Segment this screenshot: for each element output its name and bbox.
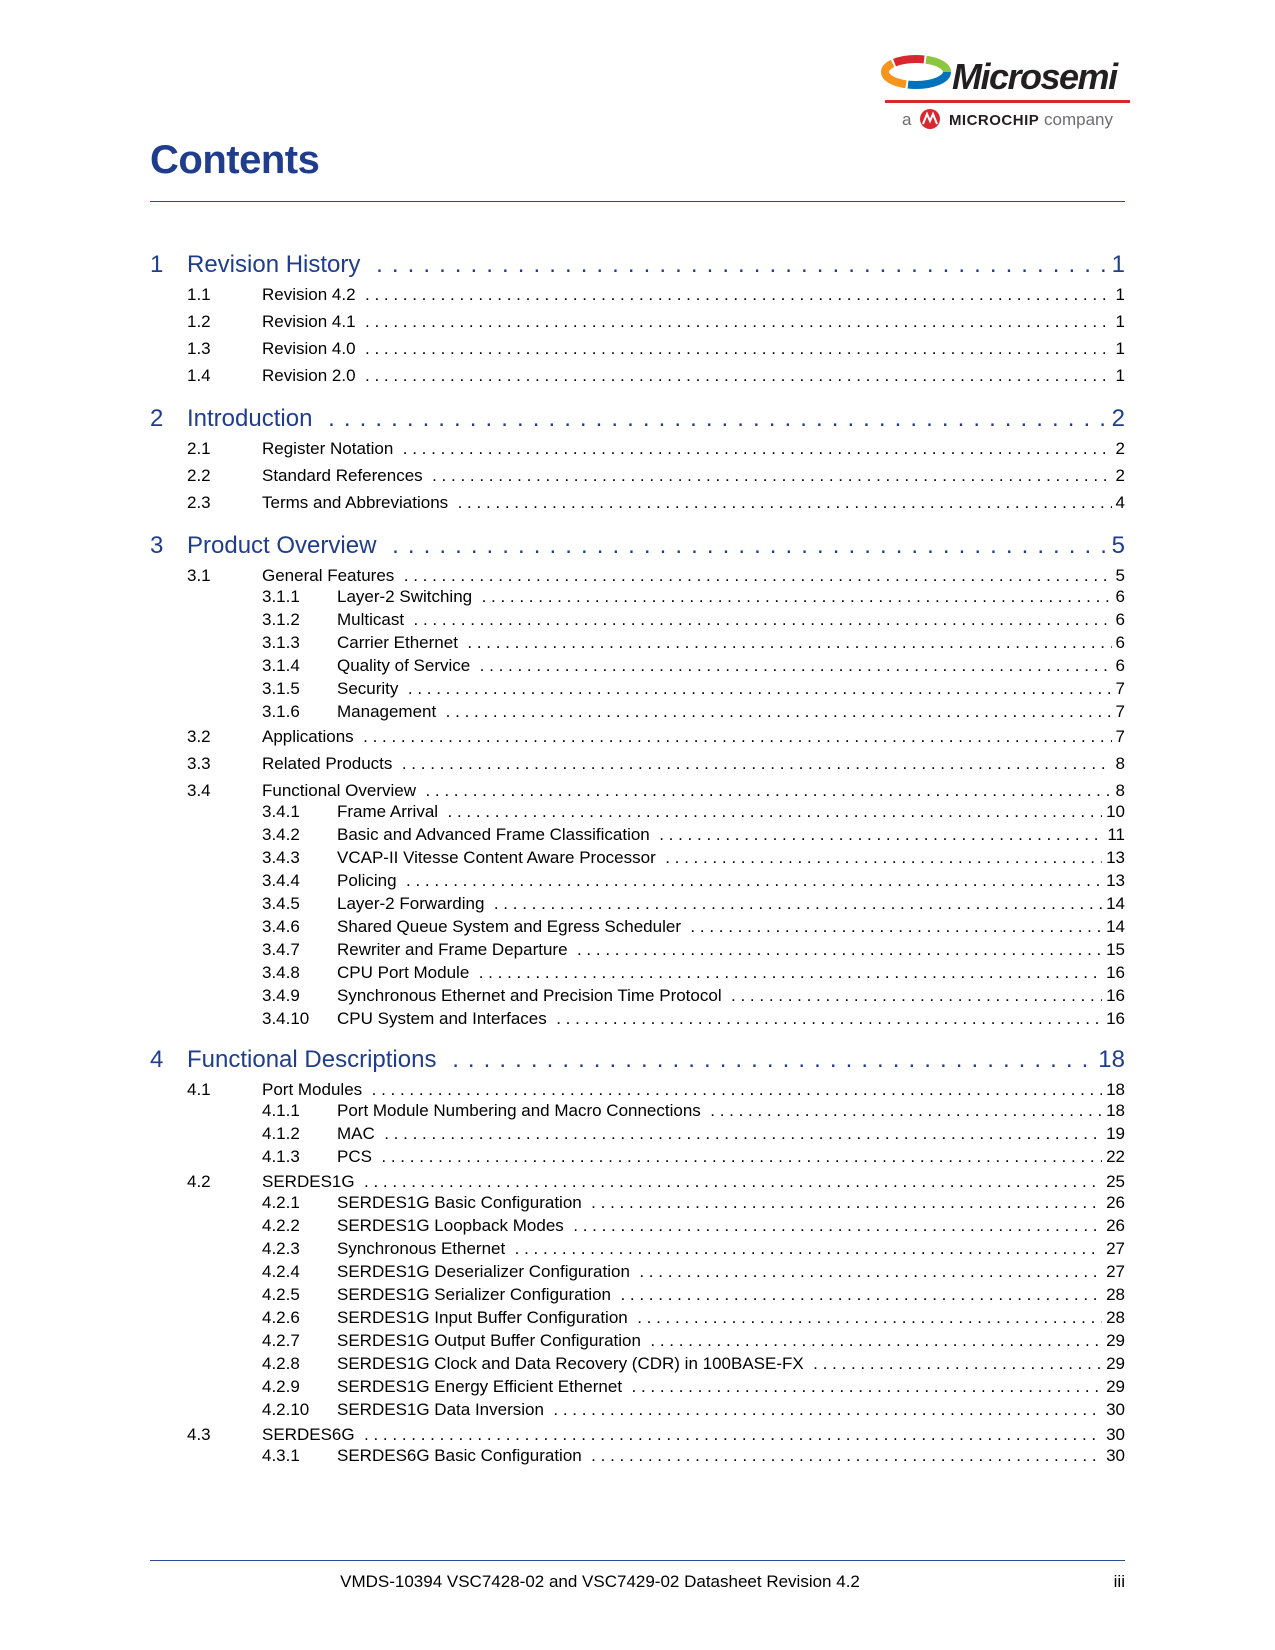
toc-section-link-number: 1.1: [187, 285, 211, 304]
toc-subsection-link-number: 3.1.5: [262, 679, 300, 698]
toc-subsection-link-number: 4.2.7: [262, 1331, 300, 1350]
toc-subsection-link-page: 22: [1102, 1147, 1125, 1167]
microsemi-swoosh-icon: [880, 50, 952, 96]
toc-subsection-link-title-text: Layer-2 Forwarding: [337, 894, 485, 913]
toc-section-link[interactable]: [150, 1169, 1125, 1192]
toc-section-link-title-text: General Features: [262, 566, 395, 585]
toc-subsection-link-title-text: Synchronous Ethernet and Precision Time Protocol: [337, 986, 722, 1005]
toc-subsection-link-title: [337, 587, 1125, 607]
toc-section-link-title-text: Register Notation: [262, 439, 394, 458]
toc-subsection-link-number: 4.1.1: [262, 1101, 300, 1120]
toc-chapter-link-number: 2: [150, 405, 164, 432]
toc-subsection-link-page: 29: [1102, 1354, 1125, 1374]
logo-tagline: [902, 109, 1113, 130]
company-logo: [880, 50, 1130, 140]
toc-subsection-link-title: [337, 1308, 1125, 1328]
toc-section-link-page: 1: [1112, 285, 1125, 305]
toc-subsection-link[interactable]: [150, 1330, 1125, 1353]
toc-section-link-page: 30: [1102, 1425, 1125, 1445]
footer-doc-title: VMDS-10394 VSC7428-02 and VSC7429-02 Datasheet Revision 4.2: [340, 1572, 860, 1591]
toc-subsection-link[interactable]: [150, 1215, 1125, 1238]
toc-subsection-link[interactable]: [150, 1123, 1125, 1146]
toc-section-link-title: [262, 312, 1125, 332]
toc-section-link[interactable]: [150, 490, 1125, 517]
toc-section-link-page: 1: [1112, 366, 1125, 386]
toc-section-link[interactable]: [150, 1422, 1125, 1445]
toc-chapter-link[interactable]: [150, 248, 1125, 282]
toc-section-link-title: [262, 366, 1125, 386]
toc-chapter-link-title: [187, 405, 1125, 433]
toc-subsection-link[interactable]: [150, 847, 1125, 870]
toc-subsection-link-number: 4.2.3: [262, 1239, 300, 1258]
toc-section-link[interactable]: [150, 724, 1125, 751]
toc-chapter-link-number: 4: [150, 1046, 164, 1073]
toc-section-link-number: 4.1: [187, 1080, 211, 1099]
toc-section-link-title-text: Revision 4.2: [262, 285, 356, 304]
toc-subsection-link-number: 4.1.2: [262, 1124, 300, 1143]
toc-subsection-link-title: [337, 1101, 1125, 1121]
toc-subsection-link-title: [337, 702, 1125, 722]
toc-subsection-link[interactable]: [150, 870, 1125, 893]
toc-section-link-title-text: Revision 4.0: [262, 339, 356, 358]
toc-subsection-link-title-text: SERDES1G Data Inversion: [337, 1400, 544, 1419]
toc-subsection-link[interactable]: [150, 893, 1125, 916]
toc-section-link[interactable]: [150, 463, 1125, 490]
toc-subsection-link-number: 4.2.2: [262, 1216, 300, 1235]
toc-subsection-link-page: 13: [1102, 848, 1125, 868]
toc-subsection-link-title: [337, 610, 1125, 630]
toc-subsection-link-title: [337, 1285, 1125, 1305]
page-title: Contents: [150, 138, 320, 182]
toc-subsection-link-title-text: Quality of Service: [337, 656, 471, 675]
toc-subsection-link-title-text: SERDES1G Basic Configuration: [337, 1193, 582, 1212]
toc-subsection-link-title-text: Management: [337, 702, 437, 721]
toc-subsection-link[interactable]: [150, 655, 1125, 678]
toc-subsection-link-page: 28: [1102, 1308, 1125, 1328]
toc-subsection-link[interactable]: [150, 1261, 1125, 1284]
toc-subsection-link[interactable]: [150, 1353, 1125, 1376]
toc-section-link-number: 2.2: [187, 466, 211, 485]
toc-section-link-title: [262, 727, 1125, 747]
toc-subsection-link-number: 3.1.2: [262, 610, 300, 629]
logo-tagline-suffix: company: [1044, 110, 1113, 129]
toc-chapter-link-title: [187, 1046, 1125, 1074]
toc-subsection-link-title-text: CPU System and Interfaces: [337, 1009, 547, 1028]
toc-subsection-link-title: [337, 1377, 1125, 1397]
toc-subsection-link-page: 6: [1112, 587, 1125, 607]
toc-section-link-title-text: SERDES6G: [262, 1425, 355, 1444]
toc-subsection-link[interactable]: [150, 701, 1125, 724]
toc-section-link-title-text: Revision 2.0: [262, 366, 356, 385]
toc-section-link-page: 7: [1112, 727, 1125, 747]
toc-subsection-link-title: [337, 986, 1125, 1006]
toc-section-link-page: 8: [1112, 781, 1125, 801]
toc-subsection-link-page: 27: [1102, 1262, 1125, 1282]
toc-subsection-link-number: 3.4.7: [262, 940, 300, 959]
toc-section-link-page: 25: [1102, 1172, 1125, 1192]
toc-subsection-link-page: 6: [1112, 633, 1125, 653]
toc-section-link-title-text: SERDES1G: [262, 1172, 355, 1191]
toc-subsection-link-page: 6: [1112, 656, 1125, 676]
toc-subsection-link-page: 10: [1102, 802, 1125, 822]
toc-subsection-link-title: [337, 1354, 1125, 1374]
toc-subsection-link-page: 6: [1112, 610, 1125, 630]
toc-subsection-link-page: 27: [1102, 1239, 1125, 1259]
toc-subsection-link[interactable]: [150, 1238, 1125, 1261]
toc-subsection-link[interactable]: [150, 1307, 1125, 1330]
title-divider: [150, 201, 1125, 202]
toc-section-link-page: 18: [1102, 1080, 1125, 1100]
toc-chapter-link-title: [187, 532, 1125, 560]
toc-subsection-link-number: 4.2.9: [262, 1377, 300, 1396]
toc-subsection-link-number: 3.1.6: [262, 702, 300, 721]
toc-section-link-number: 3.2: [187, 727, 211, 746]
toc-section-link-title: [262, 493, 1125, 513]
toc-chapter-link-number: 3: [150, 532, 164, 559]
toc-subsection-link-page: 26: [1102, 1216, 1125, 1236]
toc-subsection-link-title-text: SERDES1G Deserializer Configuration: [337, 1262, 630, 1281]
toc-subsection-link-page: 19: [1102, 1124, 1125, 1144]
toc-section-link[interactable]: [150, 1077, 1125, 1100]
toc-section-link-title: [262, 754, 1125, 774]
toc-chapter-link-title-text: Functional Descriptions: [187, 1046, 437, 1073]
toc-section-link-number: 1.3: [187, 339, 211, 358]
toc-section-link-title: [262, 339, 1125, 359]
logo-tagline-brand: MICROCHIP: [948, 112, 1040, 129]
toc-section: [150, 402, 1125, 517]
toc-subsection-link[interactable]: [150, 678, 1125, 701]
footer-divider: [150, 1560, 1125, 1561]
toc-chapter-link-page: 2: [1108, 405, 1125, 433]
toc-subsection-link-title-text: SERDES1G Clock and Data Recovery (CDR) in 100BASE-FX: [337, 1354, 804, 1373]
toc-subsection-link[interactable]: [150, 939, 1125, 962]
toc-chapter-link-title: [187, 251, 1125, 279]
toc-subsection-link-title: [337, 963, 1125, 983]
toc-section-link-title: [262, 285, 1125, 305]
toc-subsection-link[interactable]: [150, 1008, 1125, 1031]
toc-section-link[interactable]: [150, 778, 1125, 801]
toc-subsection-link-number: 4.2.6: [262, 1308, 300, 1327]
toc-subsection-link[interactable]: [150, 1284, 1125, 1307]
toc-section-link-page: 5: [1112, 566, 1125, 586]
toc-subsection-link[interactable]: [150, 1146, 1125, 1169]
toc-section-link-number: 2.1: [187, 439, 211, 458]
toc-subsection-link-page: 13: [1102, 871, 1125, 891]
toc-subsection-link-title-text: Port Module Numbering and Macro Connections: [337, 1101, 701, 1120]
toc-subsection-link-page: 11: [1103, 825, 1125, 845]
toc-section-link-title-text: Functional Overview: [262, 781, 417, 800]
toc-subsection-link[interactable]: [150, 1192, 1125, 1215]
toc-section-link-number: 1.4: [187, 366, 211, 385]
toc-section-link-page: 8: [1112, 754, 1125, 774]
toc-section-link[interactable]: [150, 751, 1125, 778]
toc-subsection-link-page: 28: [1102, 1285, 1125, 1305]
toc-section-link[interactable]: [150, 309, 1125, 336]
footer-page-number: iii: [1113, 1572, 1125, 1591]
toc-subsection-link-title-text: Frame Arrival: [337, 802, 439, 821]
toc-subsection-link-title-text: Layer-2 Switching: [337, 587, 473, 606]
toc-subsection-link-number: 4.2.1: [262, 1193, 300, 1212]
microchip-icon: [918, 109, 942, 129]
toc-subsection-link-page: 7: [1112, 679, 1125, 699]
toc-subsection-link-page: 30: [1102, 1446, 1125, 1466]
toc-subsection-link-title: [337, 1124, 1125, 1144]
toc-subsection-link-title-text: SERDES1G Output Buffer Configuration: [337, 1331, 641, 1350]
toc-subsection-link[interactable]: [150, 1445, 1125, 1468]
toc-subsection-link-page: 16: [1102, 1009, 1125, 1029]
logo-red-bar: [885, 100, 1130, 103]
toc-section: [150, 529, 1125, 1031]
toc-subsection-link-number: 3.4.6: [262, 917, 300, 936]
toc-subsection-link-page: 7: [1112, 702, 1125, 722]
toc-subsection-link-title: [337, 940, 1125, 960]
toc-subsection-link-title: [337, 1216, 1125, 1236]
toc-subsection-link-number: 3.4.5: [262, 894, 300, 913]
toc-subsection-link-title: [337, 1193, 1125, 1213]
toc-subsection-link-title: [337, 802, 1125, 822]
toc-section-link-title: [262, 566, 1125, 586]
toc-section-link-number: 3.1: [187, 566, 211, 585]
toc-subsection-link-page: 16: [1102, 963, 1125, 983]
toc-subsection-link[interactable]: [150, 632, 1125, 655]
toc-subsection-link-title-text: CPU Port Module: [337, 963, 470, 982]
toc-section-link-title: [262, 466, 1125, 486]
toc-section-link-title: [262, 1172, 1125, 1192]
toc-subsection-link-page: 30: [1102, 1400, 1125, 1420]
toc-subsection-link-title: [337, 1262, 1125, 1282]
toc-subsection-link-title-text: PCS: [337, 1147, 372, 1166]
toc-section-link-number: 4.2: [187, 1172, 211, 1191]
toc-section-link-number: 4.3: [187, 1425, 211, 1444]
table-of-contents: [150, 248, 1125, 1480]
toc-subsection-link-title: [337, 679, 1125, 699]
toc-chapter-link-title-text: Introduction: [187, 405, 313, 432]
toc-subsection-link-page: 29: [1102, 1377, 1125, 1397]
toc-subsection-link-page: 29: [1102, 1331, 1125, 1351]
toc-section-link-title-text: Port Modules: [262, 1080, 363, 1099]
toc-subsection-link-number: 3.4.2: [262, 825, 300, 844]
toc-chapter-link[interactable]: [150, 529, 1125, 563]
toc-chapter-link-page: 18: [1094, 1046, 1125, 1074]
toc-subsection-link-page: 14: [1102, 917, 1125, 937]
toc-subsection-link-title: [337, 633, 1125, 653]
toc-section-link[interactable]: [150, 436, 1125, 463]
toc-subsection-link-title-text: Security: [337, 679, 399, 698]
toc-subsection-link-title: [337, 1331, 1125, 1351]
toc-subsection-link-title-text: SERDES6G Basic Configuration: [337, 1446, 582, 1465]
toc-subsection-link-title-text: Policing: [337, 871, 397, 890]
toc-subsection-link-number: 3.1.3: [262, 633, 300, 652]
toc-subsection-link-title: [337, 1239, 1125, 1259]
toc-subsection-link-number: 4.1.3: [262, 1147, 300, 1166]
toc-section-link-page: 1: [1112, 339, 1125, 359]
toc-subsection-link-page: 14: [1102, 894, 1125, 914]
toc-subsection-link-page: 26: [1102, 1193, 1125, 1213]
toc-subsection-link-title-text: Synchronous Ethernet: [337, 1239, 506, 1258]
toc-section: [150, 248, 1125, 390]
toc-section-link-number: 3.3: [187, 754, 211, 773]
toc-subsection-link-title: [337, 825, 1125, 845]
toc-subsection-link-number: 4.2.8: [262, 1354, 300, 1373]
toc-chapter-link-number: 1: [150, 251, 164, 278]
toc-subsection-link-title: [337, 1446, 1125, 1466]
logo-tagline-prefix: a: [902, 110, 912, 129]
toc-section-link-title-text: Revision 4.1: [262, 312, 356, 331]
toc-chapter-link-title-text: Product Overview: [187, 532, 377, 559]
toc-section-link-page: 2: [1112, 439, 1125, 459]
toc-chapter-link-title-text: Revision History: [187, 251, 361, 278]
toc-subsection-link[interactable]: [150, 801, 1125, 824]
toc-subsection-link-number: 3.4.9: [262, 986, 300, 1005]
toc-section-link-title: [262, 439, 1125, 459]
toc-subsection-link-title: [337, 917, 1125, 937]
toc-subsection-link[interactable]: [150, 985, 1125, 1008]
toc-section-link-number: 2.3: [187, 493, 211, 512]
toc-subsection-link-title-text: Basic and Advanced Frame Classification: [337, 825, 650, 844]
toc-subsection-link-title: [337, 656, 1125, 676]
toc-section-link-title: [262, 1080, 1125, 1100]
toc-subsection-link[interactable]: [150, 1399, 1125, 1422]
toc-subsection-link-title-text: Rewriter and Frame Departure: [337, 940, 568, 959]
toc-section-link-title: [262, 781, 1125, 801]
toc-subsection-link-number: 4.2.4: [262, 1262, 300, 1281]
toc-subsection-link[interactable]: [150, 609, 1125, 632]
toc-section: [150, 1043, 1125, 1468]
toc-subsection-link[interactable]: [150, 824, 1125, 847]
toc-subsection-link-title-text: SERDES1G Serializer Configuration: [337, 1285, 612, 1304]
toc-subsection-link-title: [337, 1009, 1125, 1029]
toc-section-link[interactable]: [150, 282, 1125, 309]
toc-section-link-title-text: Standard References: [262, 466, 423, 485]
toc-subsection-link-page: 18: [1102, 1101, 1125, 1121]
toc-subsection-link-title: [337, 848, 1125, 868]
toc-subsection-link-number: 3.4.1: [262, 802, 300, 821]
toc-subsection-link-number: 4.2.5: [262, 1285, 300, 1304]
toc-subsection-link-title-text: MAC: [337, 1124, 375, 1143]
toc-subsection-link-number: 3.1.1: [262, 587, 300, 606]
toc-section-link-page: 4: [1112, 493, 1125, 513]
toc-subsection-link-number: 3.4.10: [262, 1009, 310, 1028]
toc-section-link[interactable]: [150, 363, 1125, 390]
toc-chapter-link-page: 5: [1108, 532, 1125, 560]
toc-section-link-title-text: Related Products: [262, 754, 393, 773]
toc-section-link[interactable]: [150, 563, 1125, 586]
toc-subsection-link-title: [337, 1147, 1125, 1167]
toc-chapter-link-page: 1: [1108, 251, 1125, 279]
toc-subsection-link[interactable]: [150, 962, 1125, 985]
toc-chapter-link[interactable]: [150, 1043, 1125, 1077]
toc-subsection-link-page: 15: [1102, 940, 1125, 960]
toc-subsection-link-title-text: SERDES1G Loopback Modes: [337, 1216, 564, 1235]
toc-section-link-page: 1: [1112, 312, 1125, 332]
toc-subsection-link-number: 3.1.4: [262, 656, 300, 675]
toc-subsection-link-number: 3.4.3: [262, 848, 300, 867]
toc-subsection-link[interactable]: [150, 916, 1125, 939]
toc-subsection-link-title-text: SERDES1G Energy Efficient Ethernet: [337, 1377, 623, 1396]
toc-subsection-link-number: 4.3.1: [262, 1446, 300, 1465]
toc-subsection-link-title-text: VCAP-II Vitesse Content Aware Processor: [337, 848, 656, 867]
toc-subsection-link-title: [337, 1400, 1125, 1420]
toc-section-link-title-text: Applications: [262, 727, 354, 746]
toc-subsection-link-title-text: Carrier Ethernet: [337, 633, 458, 652]
toc-subsection-link-title: [337, 894, 1125, 914]
toc-subsection-link[interactable]: [150, 586, 1125, 609]
toc-section-link[interactable]: [150, 336, 1125, 363]
toc-subsection-link-page: 16: [1102, 986, 1125, 1006]
toc-subsection-link[interactable]: [150, 1376, 1125, 1399]
toc-section-link-title: [262, 1425, 1125, 1445]
toc-subsection-link-title-text: Shared Queue System and Egress Scheduler: [337, 917, 681, 936]
toc-subsection-link-number: 3.4.4: [262, 871, 300, 890]
toc-subsection-link-title-text: Multicast: [337, 610, 405, 629]
toc-section-link-number: 1.2: [187, 312, 211, 331]
toc-chapter-link[interactable]: [150, 402, 1125, 436]
toc-section-link-title-text: Terms and Abbreviations: [262, 493, 449, 512]
toc-subsection-link-title: [337, 871, 1125, 891]
toc-subsection-link-number: 3.4.8: [262, 963, 300, 982]
toc-section-link-page: 2: [1112, 466, 1125, 486]
logo-wordmark: Microsemi: [952, 56, 1117, 97]
toc-section-link-number: 3.4: [187, 781, 211, 800]
toc-subsection-link-title-text: SERDES1G Input Buffer Configuration: [337, 1308, 628, 1327]
toc-subsection-link-number: 4.2.10: [262, 1400, 310, 1419]
toc-subsection-link[interactable]: [150, 1100, 1125, 1123]
